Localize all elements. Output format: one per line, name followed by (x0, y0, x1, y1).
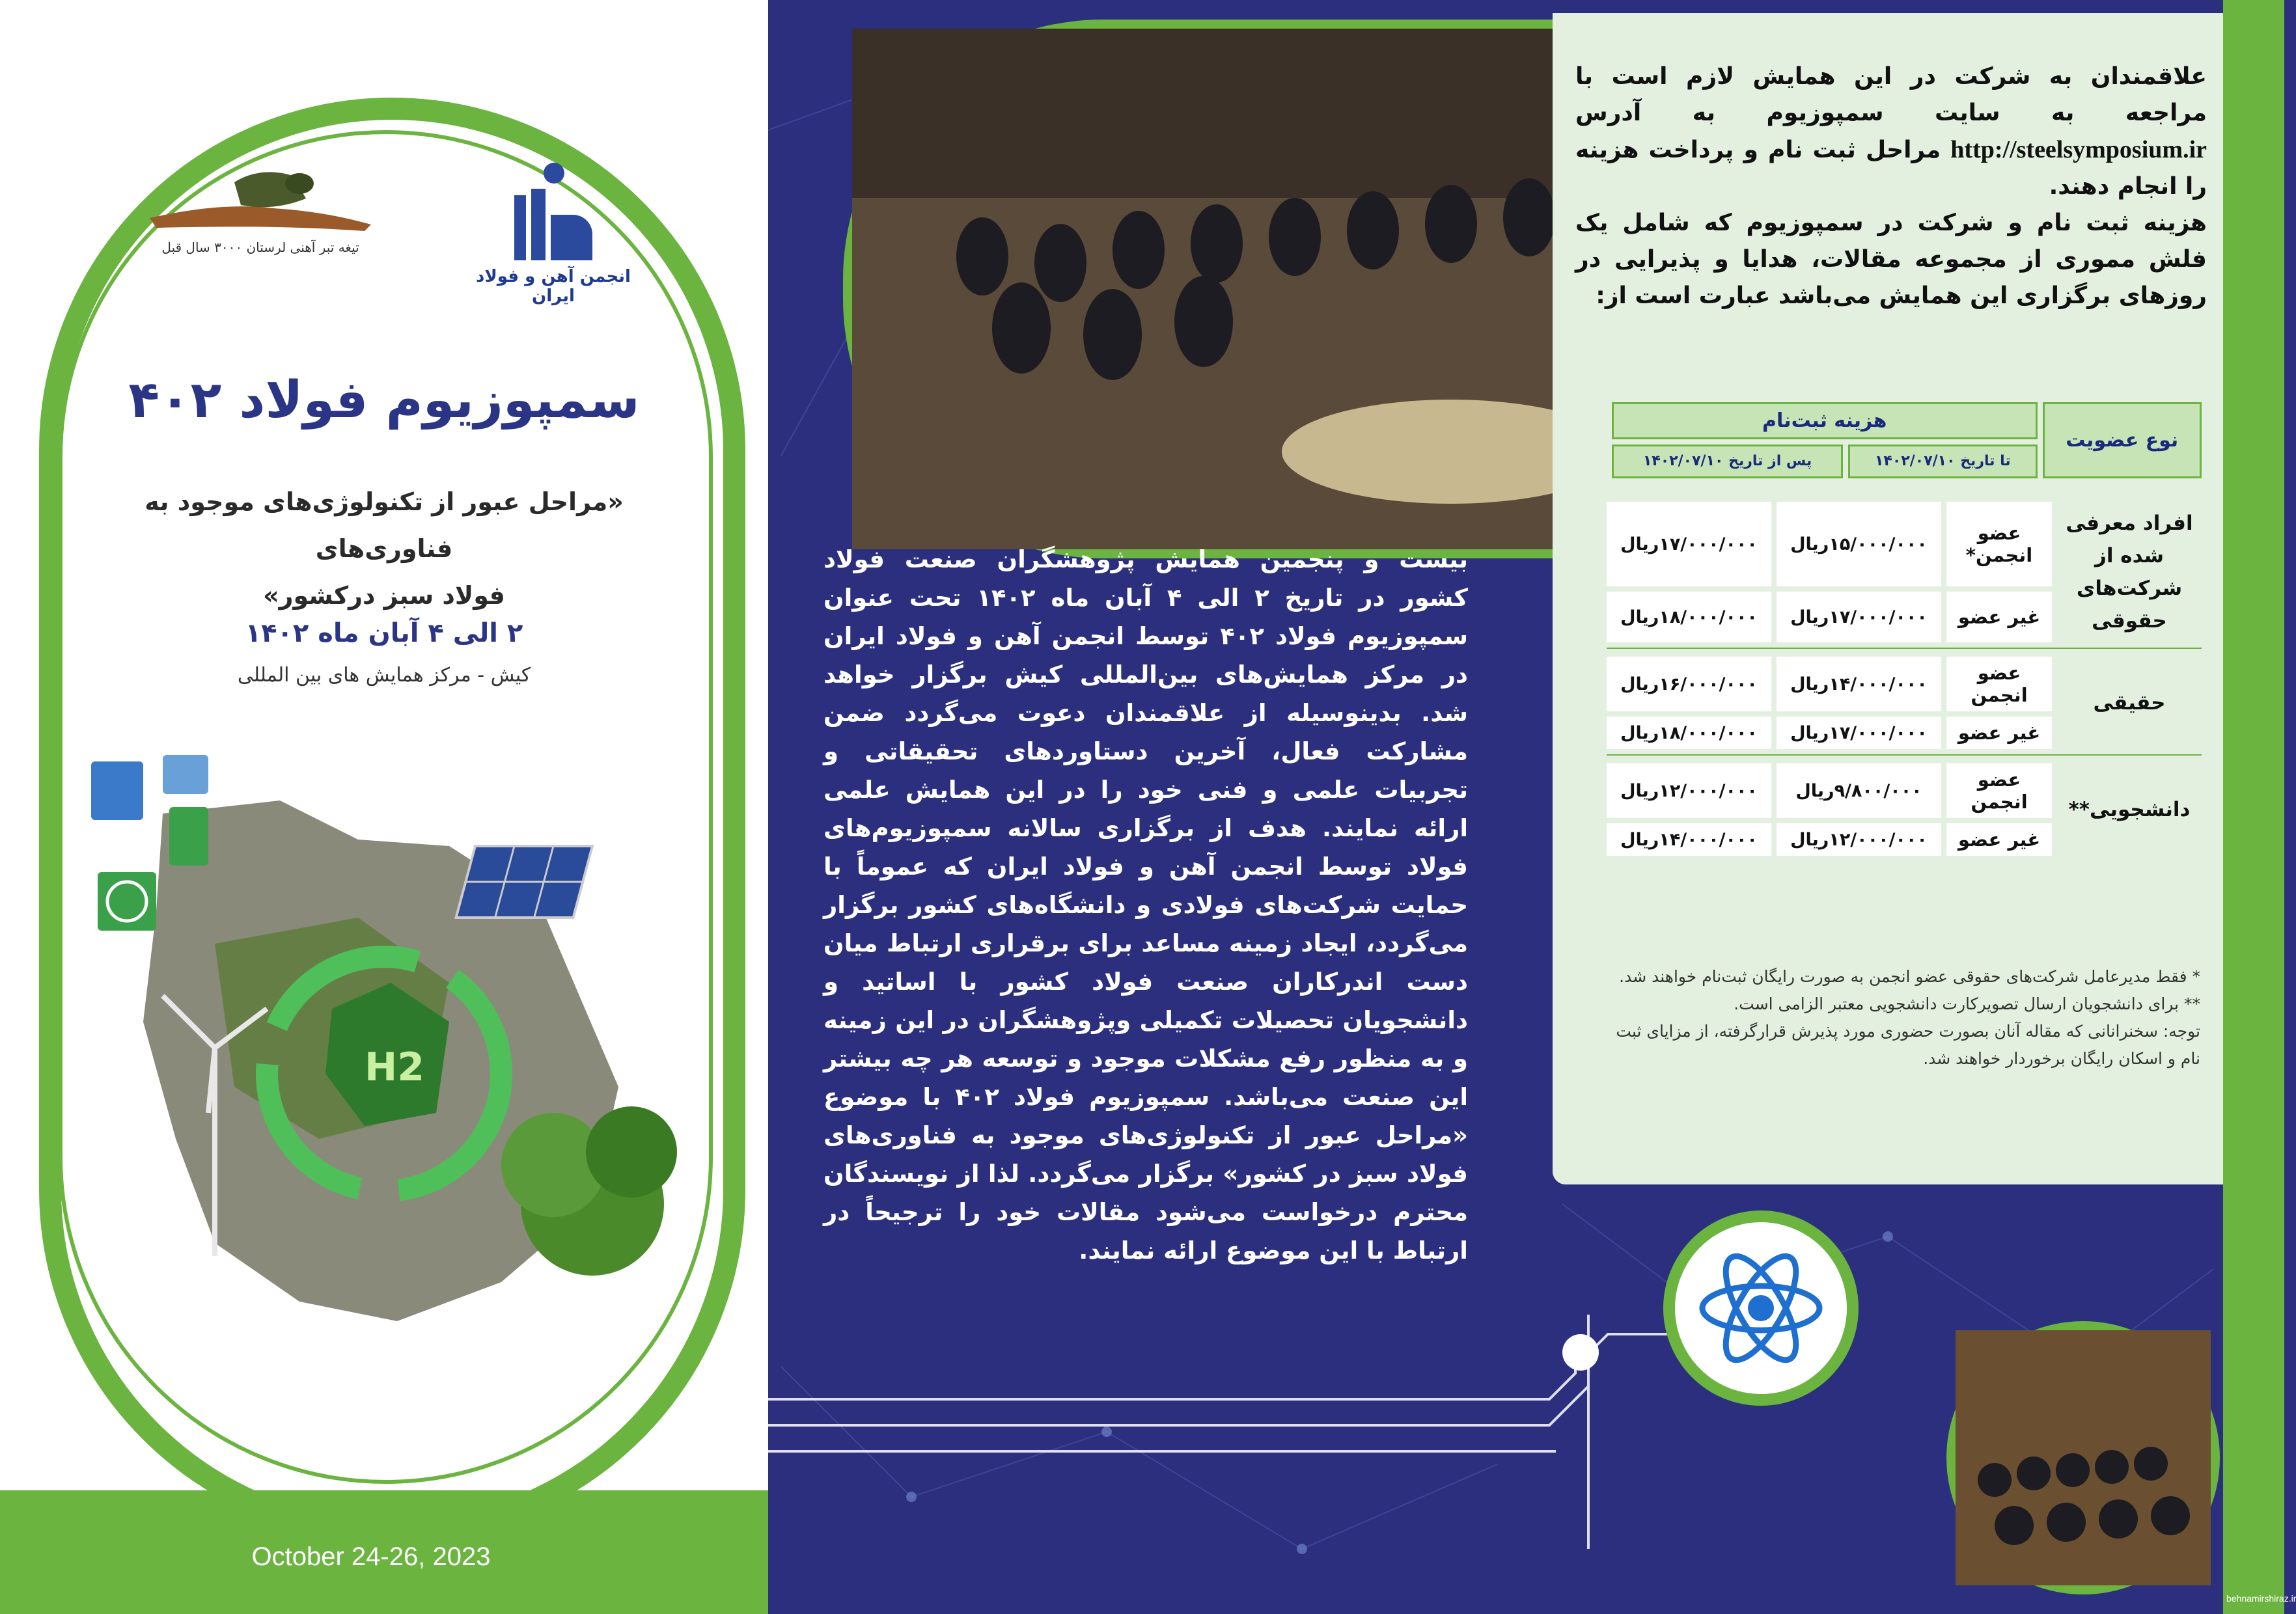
member-cell: عضو انجمن (1946, 657, 2052, 711)
hall-photo-small (1956, 1330, 2211, 1585)
conference-hall-photo (852, 29, 1607, 549)
registration-intro (1575, 59, 2207, 314)
watermark: behnamirshiraz.ir (2226, 1593, 2296, 1604)
category-cell: افراد معرفی شده از شرکت‌های حقوقی (2057, 502, 2202, 642)
audience-thumbnail (1946, 1321, 2220, 1594)
fee-table (1601, 397, 2207, 861)
fee-cell: ۱۶/۰۰۰/۰۰۰ریال (1607, 657, 1771, 711)
category-cell: دانشجویی** (2057, 763, 2202, 856)
table-row (1607, 763, 2202, 818)
audience-photo (843, 20, 1607, 558)
fee-notes (1601, 963, 2200, 1073)
member-cell: غیر عضو (1946, 717, 2052, 749)
table-row (1607, 502, 2202, 586)
category-cell: حقیقی (2057, 657, 2202, 749)
circuit-node (1562, 1334, 1599, 1371)
note-3: توجه: سخنرانانی که مقاله آنان بصورت حضوری مورد پذیرش قرارگرفته، از مزایای ثبت نام و اسکان رایگان برخوردار خواهند شد. (1616, 1022, 2200, 1068)
subtitle-line-1: «مراحل عبور از تکنولوژی‌های موجود به فناوری‌های (145, 487, 624, 563)
header-after-date: پس از تاریخ ۱۴۰۲/۰۷/۱۰ (1612, 445, 1843, 478)
fee-cell: ۱۲/۰۰۰/۰۰۰ریال (1777, 823, 1941, 856)
logo-icon (514, 163, 592, 260)
atom-icon (1675, 1222, 1847, 1394)
right-border (2223, 0, 2284, 1614)
member-cell: عضو انجمن* (1946, 502, 2052, 586)
table-row (1607, 657, 2202, 711)
fee-cell: ۱۷/۰۰۰/۰۰۰ریال (1777, 592, 1941, 642)
header-before-date: تا تاریخ ۱۴۰۲/۰۷/۱۰ (1848, 445, 2037, 478)
note-2: ** برای دانشجویان ارسال تصویرکارت دانشجویی معتبر الزامی است. (1734, 994, 2200, 1013)
fee-cell: ۱۸/۰۰۰/۰۰۰ریال (1607, 592, 1771, 642)
intro-text-2: مراحل ثبت نام و پرداخت هزینه را انجام دهند. (1575, 137, 2207, 200)
subtitle (104, 478, 664, 619)
artifact-caption: تیغه تبر آهنی لرستان ۳۰۰۰ سال قبل (161, 239, 359, 255)
artifact-image (130, 163, 391, 255)
fee-cell: ۱۷/۰۰۰/۰۰۰ریال (1777, 717, 1941, 749)
website-link[interactable]: http://steelsymposium.ir (1950, 136, 2207, 163)
intro-text-1: علاقمندان به شرکت در این همایش لازم است با مراجعه به سایت سمپوزیوم به آدرس (1575, 63, 2207, 126)
intro-text-3: هزینه ثبت نام و شرکت در سمپوزیوم که شامل یک فلش مموری از مجموعه مقالات، هدایا و پذیرایی در روزهای برگزاری این همایش می‌باشد عبارت است از: (1575, 210, 2207, 309)
fee-cell: ۱۴/۰۰۰/۰۰۰ریال (1607, 823, 1771, 856)
page-title: سمپوزیوم فولاد ۴۰۲ (128, 371, 640, 430)
header-membership-type: نوع عضویت (2043, 402, 2202, 478)
fee-cell: ۱۸/۰۰۰/۰۰۰ریال (1607, 717, 1771, 749)
fee-cell: ۱۵/۰۰۰/۰۰۰ریال (1777, 502, 1941, 586)
fee-cell: ۹/۸۰۰/۰۰۰ریال (1777, 763, 1941, 818)
green-steel-illustration (85, 748, 684, 1399)
fee-cell: ۱۲/۰۰۰/۰۰۰ریال (1607, 763, 1771, 818)
body-paragraph: بیست و پنجمین همایش پژوهشگران صنعت فولاد کشور در تاریخ ۲ الی ۴ آبان ماه ۱۴۰۲ تحت عنوان سمپوزیوم فولاد ۴۰۲ توسط انجمن آهن و فولاد ایران در مرکز همایش‌های بین‌المللی کیش برگزار خواهد شد. بدینوسیله از علاقمندان دعوت می‌گردد ضمن مشارکت فعال، آخرین دستاوردهای تحقیقاتی و تجربیات علمی و فنی خود را در این همایش علمی ارائه نمایند. هدف از برگزاری سالانه سمپوزیوم‌های فولاد توسط انجمن آهن و فولاد ایران که عموماً با حمایت شرکت‌های فولادی و دانشگاه‌های کشور برگزار می‌گردد، ایجاد زمینه مساعد برای برقراری ارتباط میان دست اندرکاران صنعت فولاد کشور با اساتید و دانشجویان تحصیلات تکمیلی وپژوهشگران در این زمینه و به منظور رفع مشکلات موجود و توسعه هر چه بیشتر این صنعت می‌باشد. سمپوزیوم فولاد ۴۰۲ با موضوع «مراحل عبور از تکنولوژی‌های موجود به فناوری‌های فولاد سبز در کشور» برگزار می‌گردد. لذا از نویسندگان محترم درخواست می‌شود مقالات خود را ترجیحاً در ارتباط با این موضوع ارائه نمایند. (823, 545, 1469, 1265)
association-logo (469, 163, 638, 306)
member-cell: غیر عضو (1946, 823, 2052, 856)
event-dates: ۲ الی ۴ آبان ماه ۱۴۰۲ (245, 618, 523, 648)
event-date-english: October 24-26, 2023 (251, 1542, 491, 1571)
member-cell: غیر عضو (1946, 592, 2052, 642)
note-1: * فقط مدیرعامل شرکت‌های حقوقی عضو انجمن به صورت رایگان ثبت‌نام خواهند شد. (1619, 967, 2200, 986)
event-venue: کیش - مرکز همایش های بین المللی (237, 664, 531, 687)
axe-icon (143, 163, 378, 234)
fee-cell: ۱۷/۰۰۰/۰۰۰ریال (1607, 502, 1771, 586)
atom-badge (1663, 1210, 1859, 1406)
logo-text: انجمن آهن و فولاد ایران (476, 267, 631, 306)
header-fee: هزینه ثبت‌نام (1612, 402, 2038, 439)
member-cell: عضو انجمن (1946, 763, 2052, 818)
fee-cell: ۱۴/۰۰۰/۰۰۰ریال (1777, 657, 1941, 711)
subtitle-line-2: فولاد سبز درکشور» (263, 581, 505, 610)
h2-label: H2 (365, 1045, 424, 1090)
